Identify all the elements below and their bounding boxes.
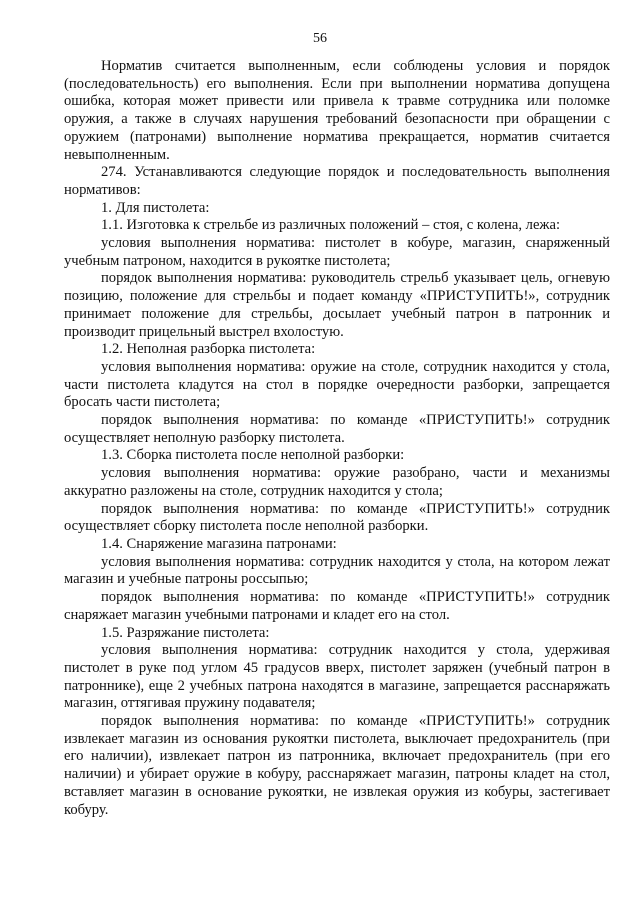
heading-1-1: 1.1. Изготовка к стрельбе из различных положений – стоя, с колена, лежа: xyxy=(101,217,561,234)
conditions-1-3: условия выполнения норматива: оружие разобрано, части и механизмы аккуратно разложены на столе, сотрудник находится у стола; xyxy=(64,465,610,499)
page-number: 56 xyxy=(313,31,327,46)
heading-1-3: 1.3. Сборка пистолета после неполной разборки: xyxy=(101,447,405,464)
procedure-1-1: порядок выполнения норматива: руководитель стрельб указывает цель, огневую позицию, положение для стрельбы и подает команду «ПРИСТУПИТЬ!», сотрудник принимает положение для стрельбы, досылает учебный патрон в патронник и производит прицельный выстрел вхолостую. xyxy=(64,270,610,340)
conditions-1-2: условия выполнения норматива: оружие на столе, сотрудник находится у стола, части пистолета кладутся на стол в порядке очередности разборки, запрещается бросать части пистолета; xyxy=(64,358,610,411)
procedure-1-5: порядок выполнения норматива: по команде «ПРИСТУПИТЬ!» сотрудник извлекает магазин из основания рукоятки пистолета, выключает предохранитель (при его наличии), извлекает патрон из патронника, включает предохранитель (при его наличии) и убирает оружие в кобуру, расснаряжает магазин, патроны кладет на стол, вставляет магазин в основание рукоятки, не извлекая оружия из кобуры, застегивает кобуру. xyxy=(64,713,610,818)
heading-1-4: 1.4. Снаряжение магазина патронами: xyxy=(101,535,337,552)
conditions-1-4: условия выполнения норматива: сотрудник находится у стола, на котором лежат магазин и учебные патроны россыпью; xyxy=(64,553,610,588)
conditions-1-5: условия выполнения норматива: сотрудник находится у стола, удерживая пистолет в руке под углом 45 градусов вверх, пистолет заряжен (учебный патрон в патроннике), еще 2 учебных патрона находятся в магазине, запрещается расснаряжать магазин, оттягивая пружину подавателя; xyxy=(64,642,610,712)
heading-1-2: 1.2. Неполная разборка пистолета: xyxy=(101,341,316,358)
paragraph-rule-completion: Норматив считается выполненным, если соблюдены условия и порядок (последовательность) его выполнения. Если при выполнении норматива допущена ошибка, которая может привести или привела к травме сотрудника или поломке оружия, а также в случаях нарушения требований безопасности при обращении с оружием (патронами) выполнение норматива прекращается, норматив считается невыполненным. xyxy=(64,58,610,163)
procedure-1-3: порядок выполнения норматива: по команде «ПРИСТУПИТЬ!» сотрудник осуществляет сборку пистолета после неполной разборки. xyxy=(64,500,610,535)
conditions-1-1: условия выполнения норматива: пистолет в кобуре, магазин, снаряженный учебным патроном, находится в рукоятке пистолета; xyxy=(64,235,610,269)
procedure-1-2: порядок выполнения норматива: по команде «ПРИСТУПИТЬ!» сотрудник осуществляет неполную разборку пистолета. xyxy=(64,412,610,446)
heading-pistol: 1. Для пистолета: xyxy=(101,199,210,216)
procedure-1-4: порядок выполнения норматива: по команде «ПРИСТУПИТЬ!» сотрудник снаряжает магазин учебными патронами и кладет его на стол. xyxy=(64,589,610,623)
document-body xyxy=(64,58,610,819)
heading-1-5: 1.5. Разряжание пистолета: xyxy=(101,624,270,641)
paragraph-274: 274. Устанавливаются следующие порядок и последовательность выполнения нормативов: xyxy=(64,164,610,198)
